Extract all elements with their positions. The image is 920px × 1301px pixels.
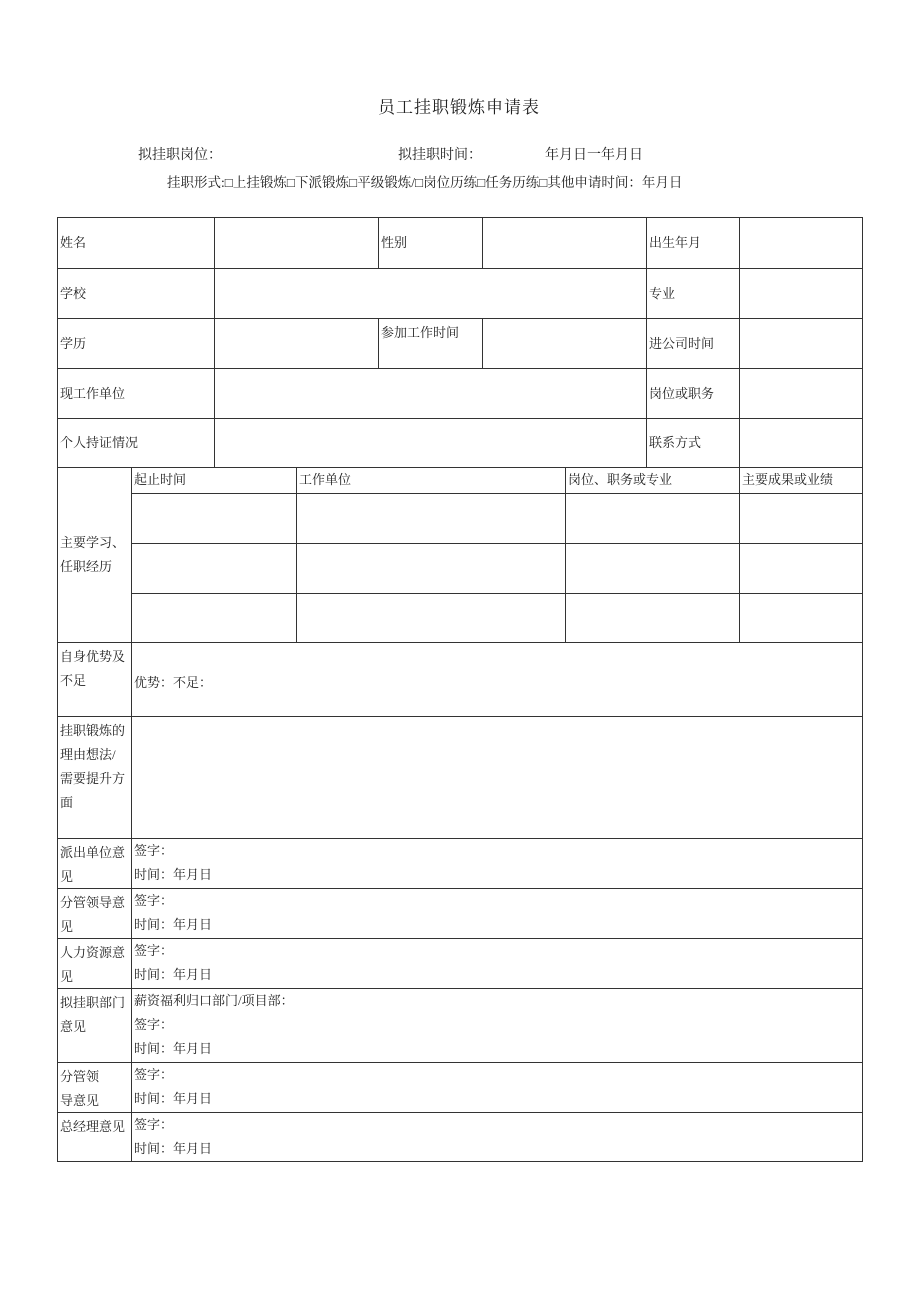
history-col-achievements: 主要成果或业绩 bbox=[739, 467, 863, 493]
school-label: 学校 bbox=[57, 268, 214, 318]
reason-field[interactable] bbox=[131, 716, 863, 838]
history-col-period: 起止时间 bbox=[131, 467, 296, 493]
leader-opinion-field[interactable]: 签字： 时间：年月日 bbox=[131, 888, 863, 938]
strengths-label: 自身优势及 不足 bbox=[57, 642, 131, 716]
contact-label: 联系方式 bbox=[646, 418, 739, 467]
hr-opinion-field[interactable]: 签字： 时间：年月日 bbox=[131, 938, 863, 988]
leader2-opinion-label: 分管领 导意见 bbox=[57, 1062, 131, 1112]
sending-unit-opinion-label: 派出单位意 见 bbox=[57, 838, 131, 888]
history-col-unit: 工作单位 bbox=[296, 467, 565, 493]
history-cell[interactable] bbox=[131, 593, 296, 642]
certificates-label: 个人持证情况 bbox=[57, 418, 214, 467]
page-title: 员工挂职锻炼申请表 bbox=[378, 98, 540, 117]
history-cell[interactable] bbox=[739, 493, 863, 543]
reason-label: 挂职锻炼的 理由想法/ 需要提升方 面 bbox=[57, 716, 131, 838]
proposed-time-range: 年月日一年月日 bbox=[545, 148, 643, 163]
history-label: 主要学习、 任职经历 bbox=[57, 467, 131, 642]
education-field[interactable] bbox=[214, 318, 378, 368]
proposed-post-label: 拟挂职岗位： bbox=[138, 148, 222, 163]
history-cell[interactable] bbox=[296, 493, 565, 543]
birth-label: 出生年月 bbox=[646, 217, 739, 268]
gm-opinion-field[interactable]: 签字： 时间：年月日 bbox=[131, 1112, 863, 1162]
target-dept-opinion-field[interactable]: 薪资福利归口部门/项目部： 签字： 时间：年月日 bbox=[131, 988, 863, 1062]
secondment-form-options: 挂职形式:□上挂锻炼□下派锻炼□平级锻炼/□岗位历练□任务历练□其他申请时间：年月日 bbox=[167, 175, 683, 190]
gm-opinion-label: 总经理意见 bbox=[57, 1112, 131, 1162]
name-label: 姓名 bbox=[57, 217, 214, 268]
sending-unit-opinion-field[interactable]: 签字： 时间：年月日 bbox=[131, 838, 863, 888]
join-company-field[interactable] bbox=[739, 318, 863, 368]
hr-opinion-label: 人力资源意 见 bbox=[57, 938, 131, 988]
position-field[interactable] bbox=[739, 368, 863, 418]
gender-field[interactable] bbox=[482, 217, 646, 268]
position-label: 岗位或职务 bbox=[646, 368, 739, 418]
education-label: 学历 bbox=[57, 318, 214, 368]
history-col-position: 岗位、职务或专业 bbox=[565, 467, 739, 493]
school-field[interactable] bbox=[214, 268, 646, 318]
history-cell[interactable] bbox=[565, 543, 739, 593]
major-field[interactable] bbox=[739, 268, 863, 318]
join-company-label: 进公司时间 bbox=[646, 318, 739, 368]
target-dept-opinion-label: 拟挂职部门 意见 bbox=[57, 988, 131, 1062]
certificates-field[interactable] bbox=[214, 418, 646, 467]
current-unit-field[interactable] bbox=[214, 368, 646, 418]
leader-opinion-label: 分管领导意 见 bbox=[57, 888, 131, 938]
strengths-field[interactable]: 优势：不足： bbox=[131, 642, 863, 716]
work-start-field[interactable] bbox=[482, 318, 646, 368]
history-cell[interactable] bbox=[131, 543, 296, 593]
proposed-time-label: 拟挂职时间： bbox=[398, 148, 482, 163]
birth-field[interactable] bbox=[739, 217, 863, 268]
history-cell[interactable] bbox=[565, 493, 739, 543]
history-cell[interactable] bbox=[131, 493, 296, 543]
name-field[interactable] bbox=[214, 217, 378, 268]
history-cell[interactable] bbox=[296, 543, 565, 593]
history-cell[interactable] bbox=[296, 593, 565, 642]
current-unit-label: 现工作单位 bbox=[57, 368, 214, 418]
leader2-opinion-field[interactable]: 签字： 时间：年月日 bbox=[131, 1062, 863, 1112]
work-start-label: 参加工作时间 bbox=[378, 318, 482, 368]
history-cell[interactable] bbox=[565, 593, 739, 642]
major-label: 专业 bbox=[646, 268, 739, 318]
gender-label: 性别 bbox=[378, 217, 482, 268]
contact-field[interactable] bbox=[739, 418, 863, 467]
history-cell[interactable] bbox=[739, 543, 863, 593]
history-cell[interactable] bbox=[739, 593, 863, 642]
